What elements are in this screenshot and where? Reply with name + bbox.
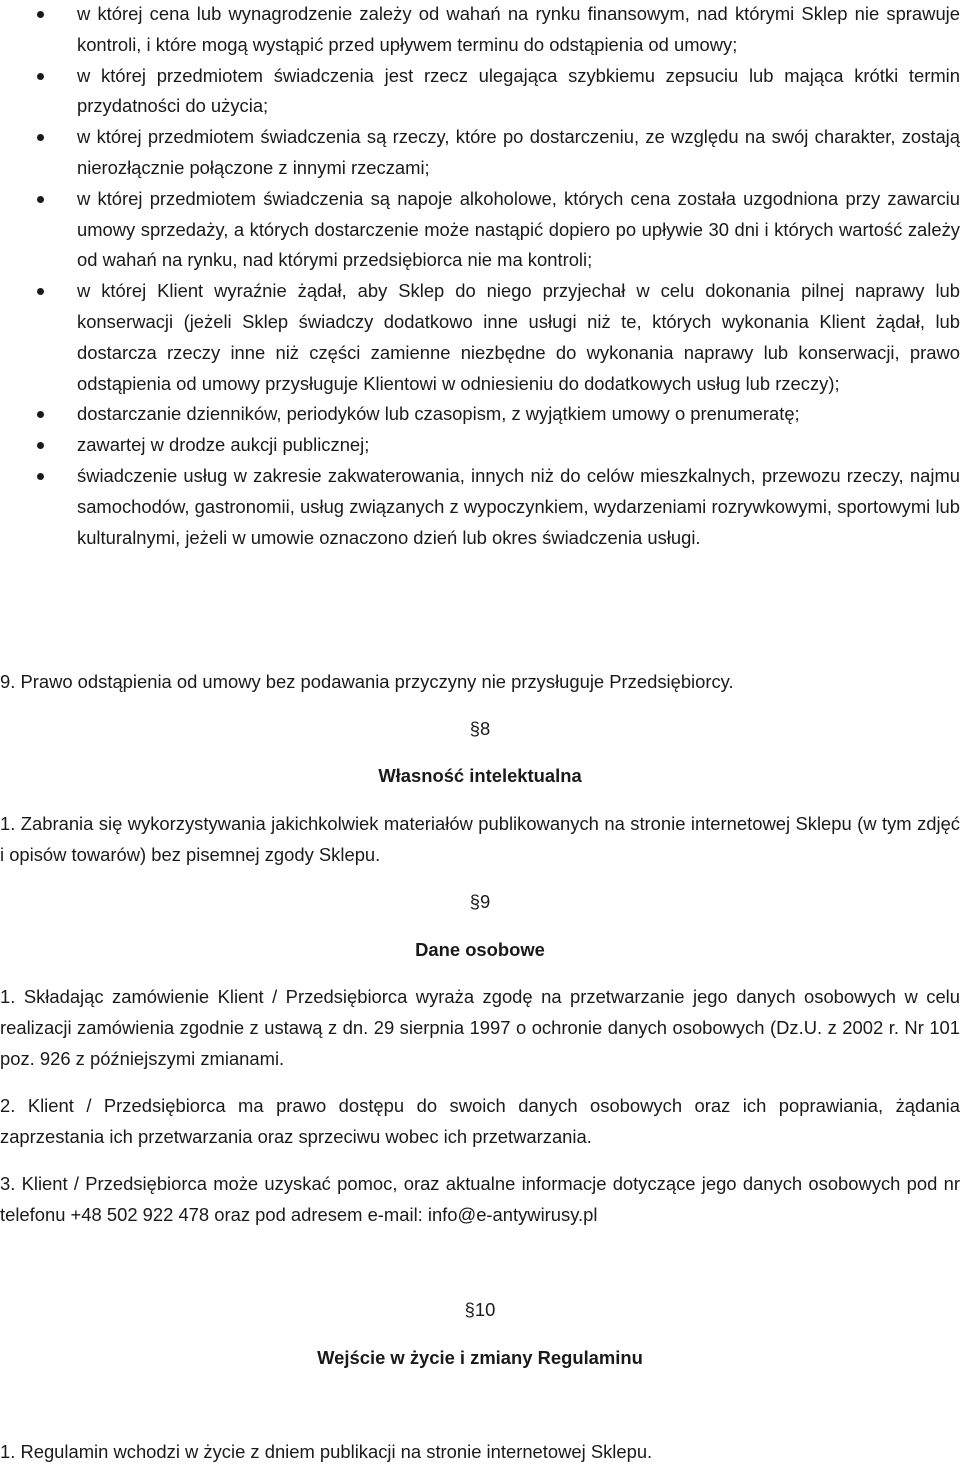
list-item-text: w której przedmiotem świadczenia są napoje alkoholowe, których cena została uzgodniona przy zawarciu umowy sprzedaży, a których dostarczenie może nastąpić dopiero po upływie 30 dni i których wartość zależy od wahań na rynku, nad którymi przedsiębiorca nie ma kontroli; bbox=[77, 187, 960, 271]
list-item-text: dostarczanie dzienników, periodyków lub czasopism, z wyjątkiem umowy o prenumeratę; bbox=[77, 403, 800, 425]
section-8-number: §8 bbox=[469, 718, 491, 739]
bullet-icon bbox=[37, 134, 44, 141]
list-item-text: w której przedmiotem świadczenia są rzeczy, które po dostarczeniu, ze względu na swój charakter, zostają nierozłącznie połączone z innymi rzeczami; bbox=[77, 126, 960, 178]
exclusions-list bbox=[0, 0, 960, 553]
list-item bbox=[0, 61, 960, 123]
paragraph-9: 9. Prawo odstąpienia od umowy bez podawania przyczyny nie przysługuje Przedsiębiorcy. bbox=[0, 671, 734, 692]
section-8-title: Własność intelektualna bbox=[378, 765, 582, 786]
list-item-text: w której Klient wyraźnie żądał, aby Sklep do niego przyjechał w celu dokonania pilnej naprawy lub konserwacji (jeżeli Sklep świadczy dodatkowo inne usługi niż te, których wykonania Klient żądał, lub dostarcza rzeczy inne niż części zamienne niezbędne do wykonania naprawy lub konserwacji, prawo odstąpienia od umowy przysługuje Klientowi w odniesieniu do dodatkowych usług lub rzeczy); bbox=[77, 280, 960, 394]
bullet-icon bbox=[37, 442, 44, 449]
section-10-number: §10 bbox=[464, 1299, 496, 1320]
bullet-icon bbox=[37, 473, 44, 480]
section-9-paragraph-1: 1. Składając zamówienie Klient / Przedsiębiorca wyraża zgodę na przetwarzanie jego danych osobowych w celu realizacji zamówienia zgodnie z ustawą z dn. 29 sierpnia 1997 o ochronie danych osobowych (Dz.U. z 2002 r. Nr 101 poz. 926 z późniejszymi zmianami. bbox=[0, 986, 960, 1069]
section-10-paragraph-1: 1. Regulamin wchodzi w życie z dniem publikacji na stronie internetowej Sklepu. bbox=[0, 1441, 653, 1462]
section-9-number: §9 bbox=[469, 891, 491, 912]
list-item-text: w której cena lub wynagrodzenie zależy od wahań na rynku finansowym, nad którymi Sklep nie sprawuje kontroli, i które mogą wystąpić przed upływem terminu do odstąpienia od umowy; bbox=[77, 3, 960, 55]
list-item bbox=[0, 0, 960, 61]
bullet-icon bbox=[37, 73, 44, 80]
section-9-title: Dane osobowe bbox=[415, 939, 545, 960]
list-item-text: w której przedmiotem świadczenia jest rzecz ulegająca szybkiemu zepsuciu lub mająca krótki termin przydatności do użycia; bbox=[77, 64, 960, 117]
list-item bbox=[0, 461, 960, 553]
bullet-icon bbox=[37, 11, 44, 18]
section-10-title: Wejście w życie i zmiany Regulaminu bbox=[317, 1347, 643, 1368]
section-9-paragraph-2: 2. Klient / Przedsiębiorca ma prawo dostępu do swoich danych osobowych oraz ich poprawiania, żądania zaprzestania ich przetwarzania oraz sprzeciwu wobec ich przetwarzania. bbox=[0, 1095, 960, 1147]
list-item bbox=[0, 276, 960, 399]
list-item-text: świadczenie usług w zakresie zakwaterowania, innych niż do celów mieszkalnych, przewozu rzeczy, najmu samochodów, gastronomii, usług związanych z wypoczynkiem, wydarzeniami rozrywkowymi, sportowymi lub kulturalnymi, jeżeli w umowie oznaczono dzień lub okres świadczenia usługi. bbox=[77, 464, 960, 548]
list-item bbox=[0, 184, 960, 276]
list-item bbox=[0, 430, 960, 461]
section-9-paragraph-3: 3. Klient / Przedsiębiorca może uzyskać pomoc, oraz aktualne informacje dotyczące jego danych osobowych pod nr telefonu +48 502 922 478 oraz pod adresem e-mail: info@e-antywirusy.pl bbox=[0, 1173, 960, 1225]
bullet-icon bbox=[37, 411, 44, 418]
list-item-text: zawartej w drodze aukcji publicznej; bbox=[77, 434, 370, 456]
bullet-icon bbox=[37, 288, 44, 295]
list-item bbox=[0, 122, 960, 184]
section-8-paragraph-1: 1. Zabrania się wykorzystywania jakichkolwiek materiałów publikowanych na stronie internetowej Sklepu (w tym zdjęć i opisów towarów) bez pisemnej zgody Sklepu. bbox=[0, 813, 960, 865]
list-item bbox=[0, 399, 960, 430]
bullet-icon bbox=[37, 196, 44, 203]
